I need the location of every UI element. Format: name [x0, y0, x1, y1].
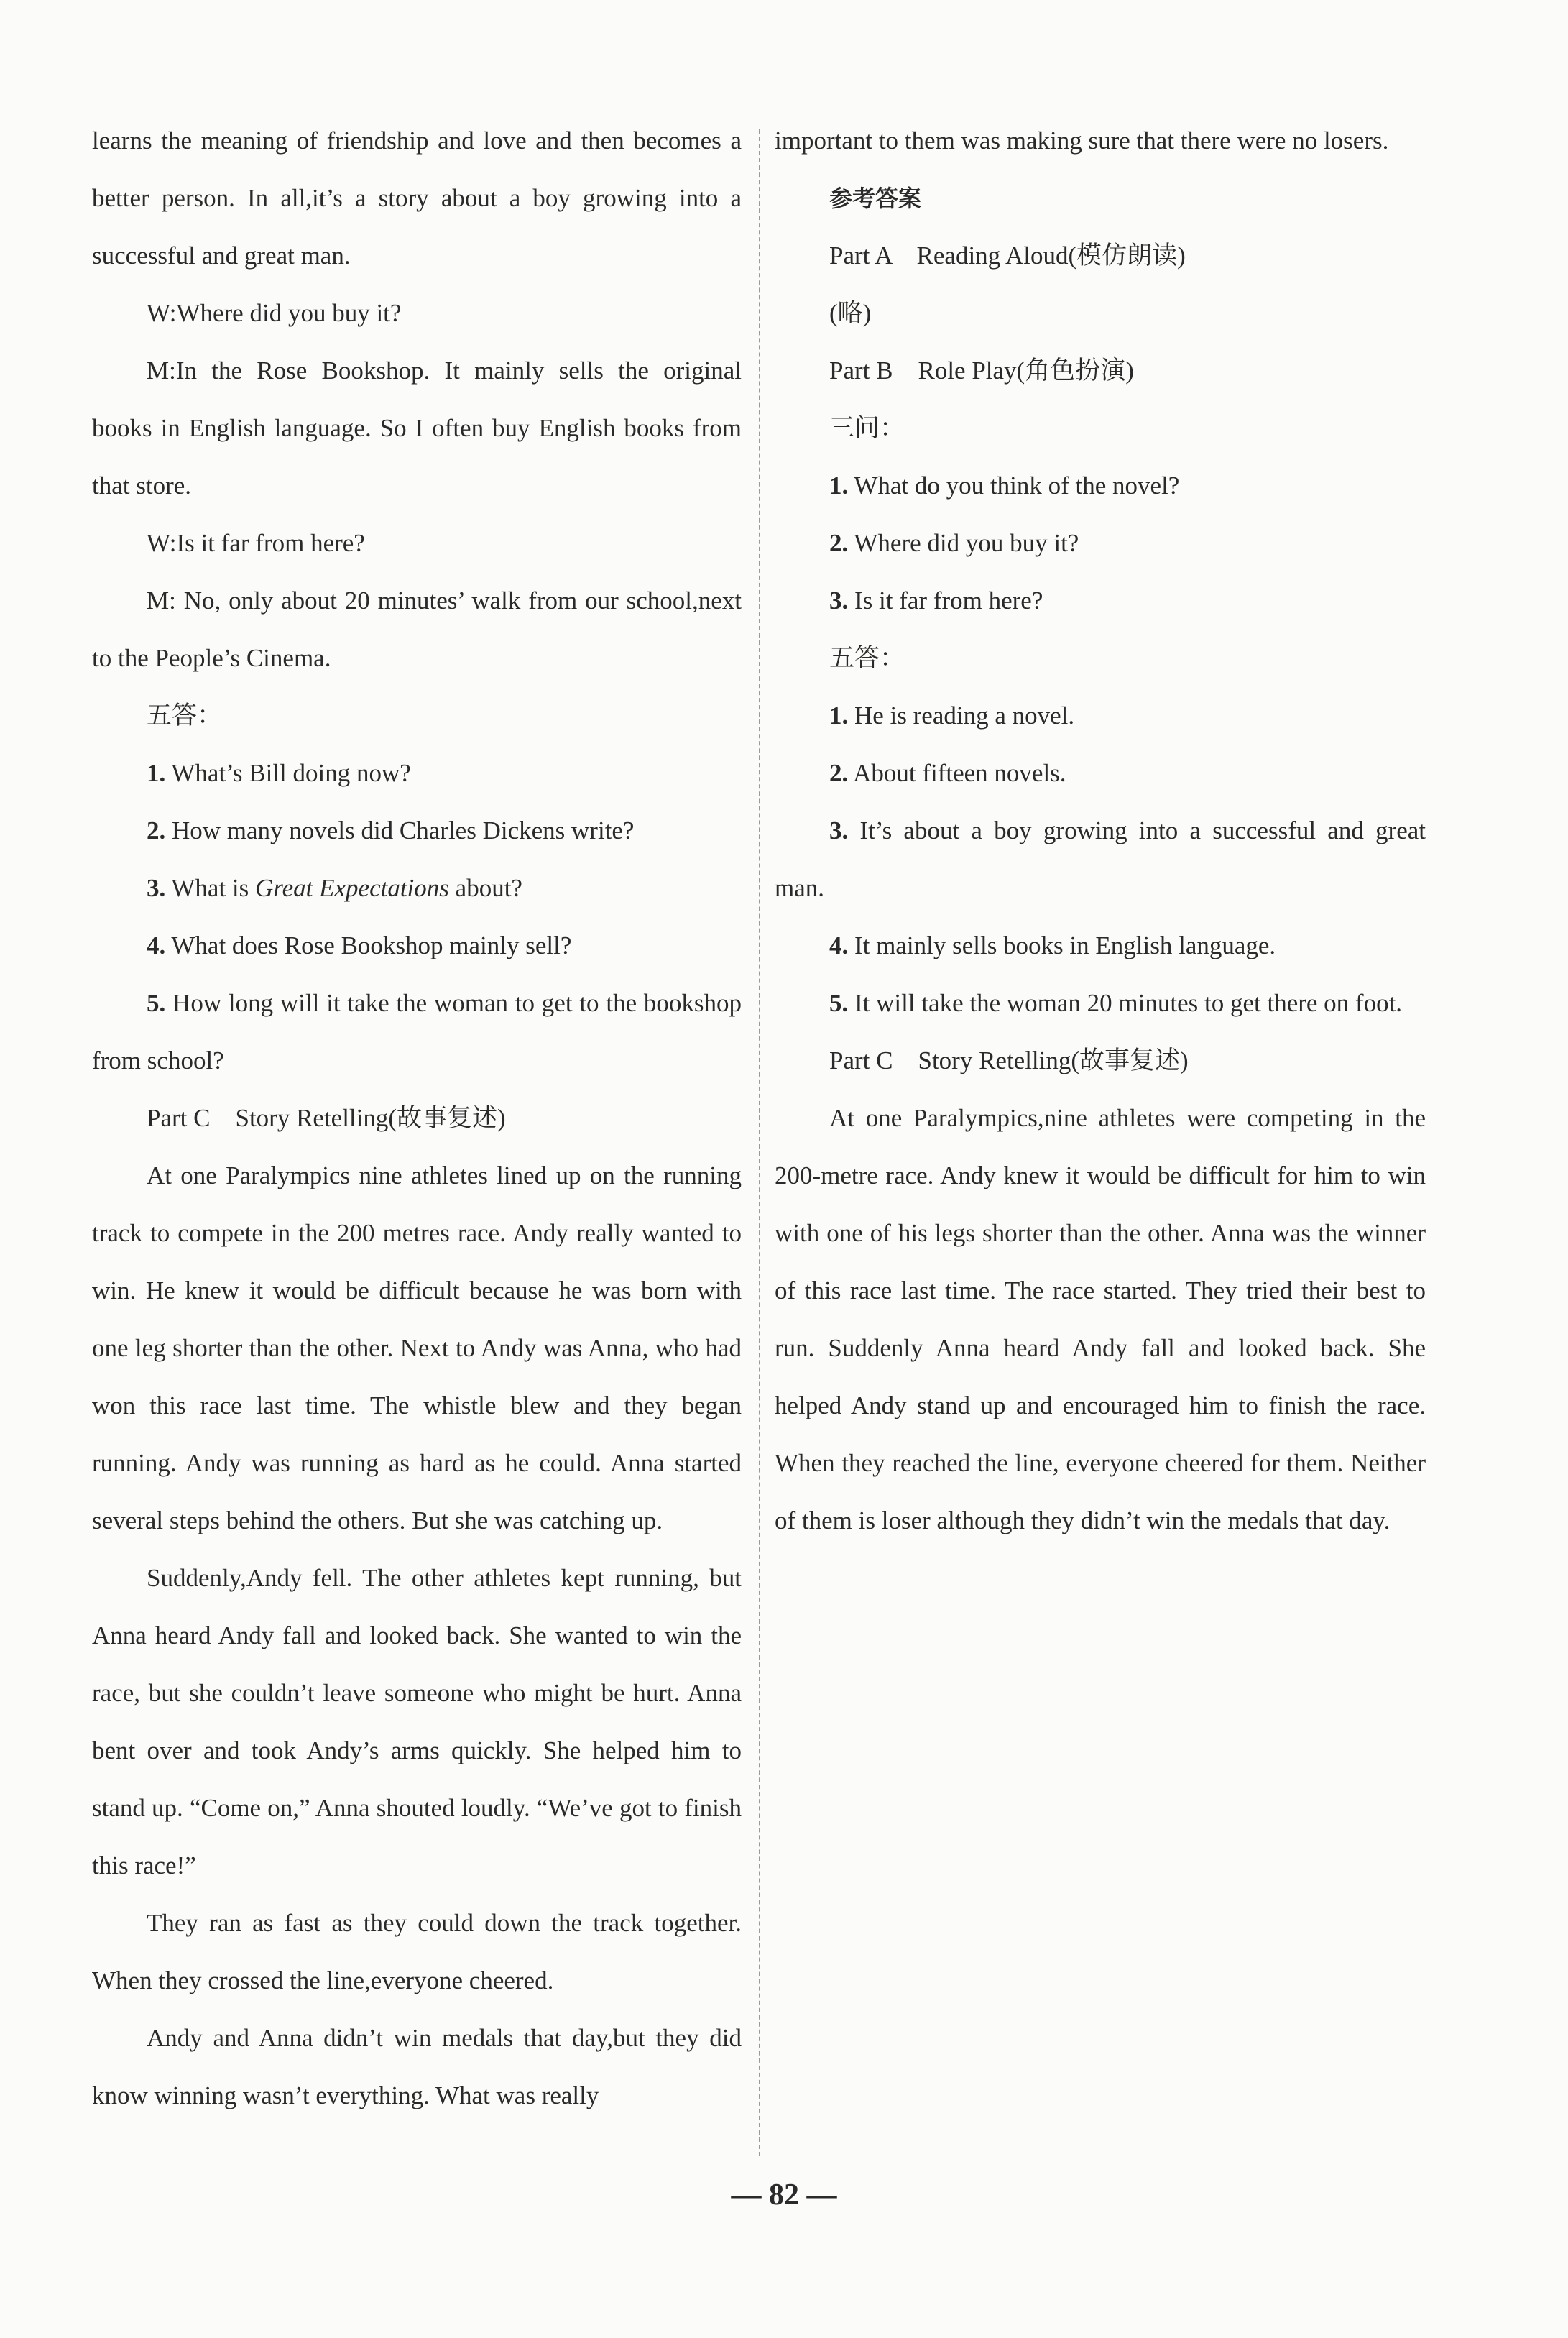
- paragraph-text: Part C Story Retelling(故事复述): [147, 1104, 506, 1132]
- paragraph-text: It will take the woman 20 minutes to get there on foot.: [854, 989, 1403, 1017]
- item-number: 1.: [829, 471, 849, 500]
- left-column: [92, 112, 742, 2125]
- paragraph: [92, 975, 742, 1090]
- paragraph: [775, 572, 1426, 630]
- paragraph: [775, 630, 1426, 687]
- item-number: 4.: [147, 931, 166, 959]
- paragraph-text: Where did you buy it?: [854, 529, 1079, 557]
- paragraph-text: It’s about a boy growing into a successful and great man.: [775, 816, 1426, 902]
- paragraph-text: W:Where did you buy it?: [147, 299, 402, 327]
- paragraph-text: What do you think of the novel?: [854, 471, 1180, 500]
- paragraph: [775, 975, 1426, 1032]
- paragraph-text-after: about?: [448, 874, 522, 902]
- paragraph-text: What is: [171, 874, 256, 902]
- paragraph: [92, 515, 742, 572]
- paragraph-text: What does Rose Bookshop mainly sell?: [171, 931, 572, 959]
- paragraph: [775, 515, 1426, 572]
- paragraph: [92, 2010, 742, 2125]
- page-number: — 82 —: [731, 2178, 837, 2212]
- paragraph: [92, 1147, 742, 1550]
- paragraph-text: M:In the Rose Bookshop. It mainly sells the original books in English language. So I often buy English books from that store.: [92, 356, 742, 500]
- paragraph-text: Andy and Anna didn’t win medals that day,but they did know winning wasn’t everything. What was really: [92, 2024, 742, 2109]
- paragraph: [92, 1090, 742, 1147]
- paragraph-text: 三问：: [829, 414, 905, 442]
- paragraph: [775, 1032, 1426, 1090]
- paragraph-text: Part A Reading Aloud(模仿朗读): [829, 241, 1186, 270]
- paragraph: [775, 400, 1426, 457]
- paragraph: [775, 745, 1426, 802]
- paragraph-text: W:Is it far from here?: [147, 529, 365, 557]
- paragraph: [92, 860, 742, 917]
- paragraph: [92, 687, 742, 745]
- paragraph-text: How many novels did Charles Dickens write?: [172, 816, 635, 844]
- item-number: 3.: [829, 816, 849, 844]
- paragraph-text: Part C Story Retelling(故事复述): [829, 1046, 1189, 1074]
- book-title: Great Expectations: [255, 874, 449, 902]
- paragraph: [92, 745, 742, 802]
- paragraph: [775, 917, 1426, 975]
- item-number: 5.: [829, 989, 849, 1017]
- paragraph: [775, 457, 1426, 515]
- paragraph: [775, 342, 1426, 400]
- paragraph: [775, 687, 1426, 745]
- paragraph: [92, 112, 742, 285]
- item-number: 3.: [829, 586, 849, 615]
- item-number: 2.: [147, 816, 166, 844]
- paragraph-text: It mainly sells books in English language.: [854, 931, 1276, 959]
- paragraph-text: 参考答案: [829, 185, 922, 212]
- paragraph-text: learns the meaning of friendship and love and then becomes a better person. In all,it’s a story about a boy growing into a successful and great man.: [92, 126, 742, 270]
- paragraph-text: About fifteen novels.: [853, 759, 1066, 787]
- paragraph-text: Suddenly,Andy fell. The other athletes kept running, but Anna heard Andy fall and looked back. She wanted to win the race, but she couldn’t leave someone who might be hurt. Anna bent over and took Andy’s arms quickly. She helped him to stand up. “Come on,” Anna shouted loudly. “We’ve got to finish this race!”: [92, 1564, 742, 1879]
- paragraph-text: 五答：: [829, 644, 905, 672]
- paragraph: [92, 342, 742, 515]
- item-number: 1.: [147, 759, 166, 787]
- paragraph: [92, 917, 742, 975]
- right-column: [775, 112, 1426, 1550]
- item-number: 3.: [147, 874, 166, 902]
- paragraph-text: M: No, only about 20 minutes’ walk from our school,next to the People’s Cinema.: [92, 586, 742, 672]
- paragraph: [775, 1090, 1426, 1550]
- paragraph: [92, 1550, 742, 1895]
- paragraph-text: At one Paralympics,nine athletes were competing in the 200-metre race. Andy knew it would be difficult for him to win with one of his legs shorter than the other. Anna was the winner of this race last time. The race started. They tried their best to run. Suddenly Anna heard Andy fall and looked back. She helped Andy stand up and encouraged him to finish the race. When they reached the line, everyone cheered for them. Neither of them is loser although they didn’t win the medals that day.: [775, 1104, 1426, 1534]
- item-number: 5.: [147, 989, 166, 1017]
- paragraph: [92, 802, 742, 860]
- item-number: 4.: [829, 931, 849, 959]
- paragraph: [775, 112, 1426, 170]
- paragraph-text: How long will it take the woman to get to the bookshop from school?: [92, 989, 742, 1074]
- paragraph-text: (略): [829, 299, 872, 327]
- paragraph: [775, 802, 1426, 917]
- item-number: 2.: [829, 529, 849, 557]
- paragraph-text: What’s Bill doing now?: [171, 759, 411, 787]
- paragraph: [92, 285, 742, 342]
- paragraph: [775, 227, 1426, 285]
- paragraph: [92, 572, 742, 687]
- paragraph: [775, 285, 1426, 342]
- paragraph-text: They ran as fast as they could down the track together. When they crossed the line,everyone cheered.: [92, 1909, 742, 1994]
- paragraph: [92, 1895, 742, 2010]
- paragraph-text: important to them was making sure that there were no losers.: [775, 126, 1389, 155]
- column-divider: [759, 129, 760, 2156]
- paragraph-text: Part B Role Play(角色扮演): [829, 356, 1134, 385]
- section-heading: [775, 170, 1426, 227]
- paragraph-text: He is reading a novel.: [854, 701, 1075, 730]
- item-number: 2.: [829, 759, 849, 787]
- paragraph-text: Is it far from here?: [854, 586, 1043, 615]
- item-number: 1.: [829, 701, 849, 730]
- paragraph-text: 五答：: [147, 701, 223, 730]
- paragraph-text: At one Paralympics nine athletes lined up on the running track to compete in the 200 metres race. Andy really wanted to win. He knew it would be difficult because he was born with one leg shorter than the other. Next to Andy was Anna, who had won this race last time. The whistle blew and they began running. Andy was running as hard as he could. Anna started several steps behind the others. But she was catching up.: [92, 1161, 742, 1534]
